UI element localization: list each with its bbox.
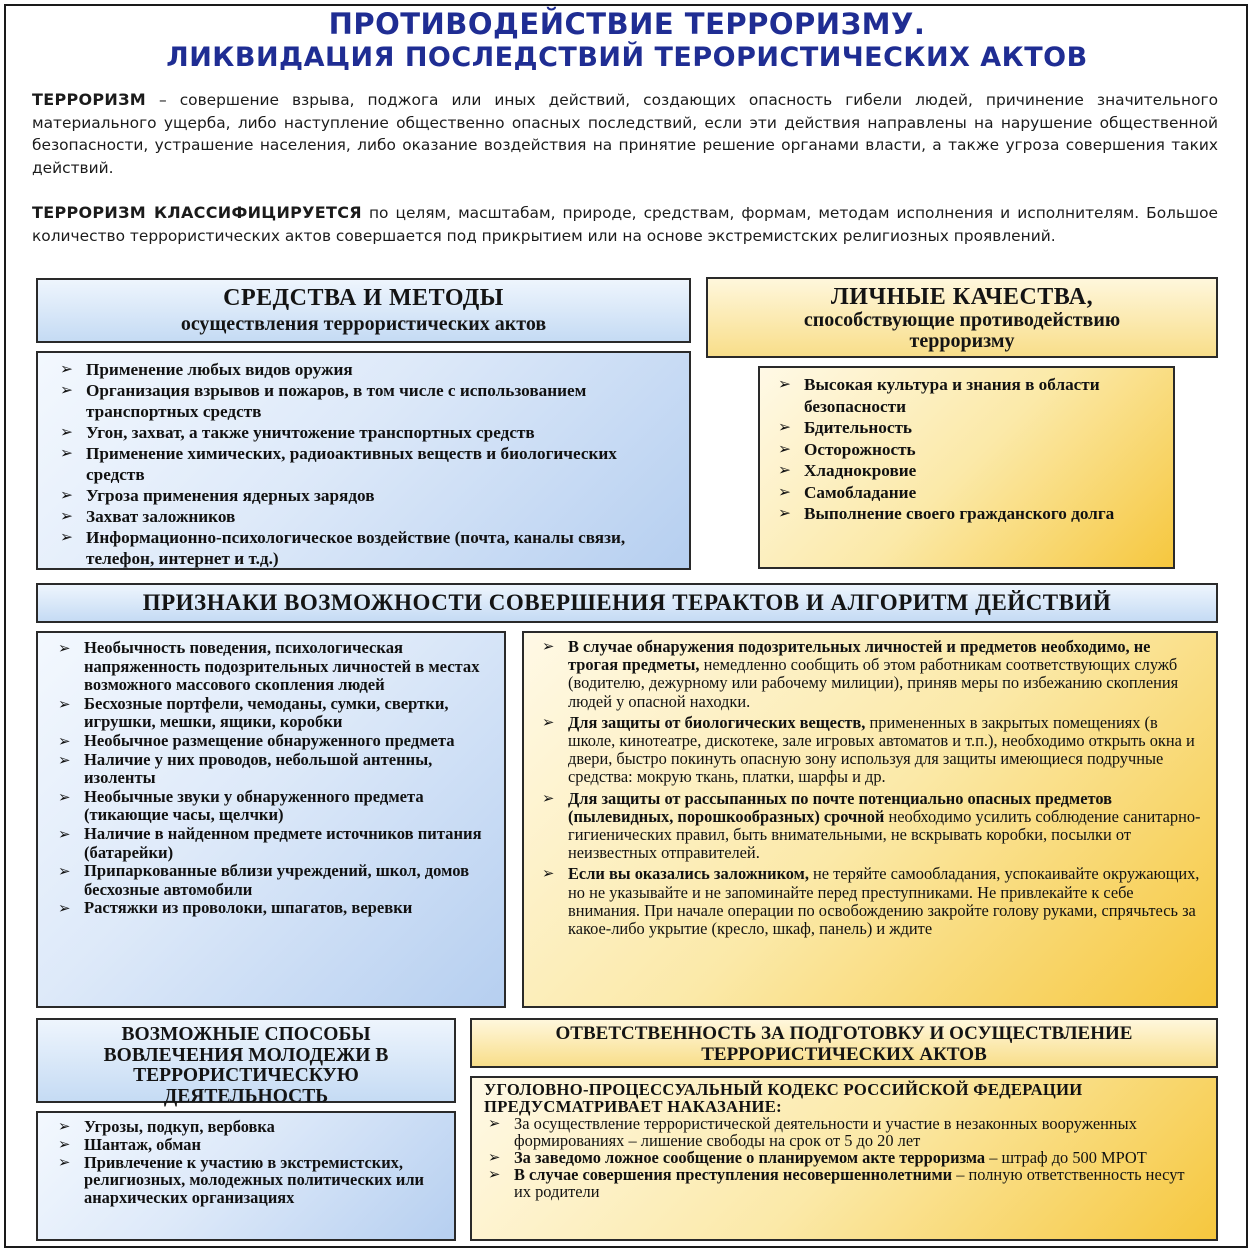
sign-item: ➢ Необычное размещение обнаруженного предмета [54, 732, 490, 751]
quality-item: ➢ Осторожность [774, 439, 1163, 461]
action-item [538, 865, 1204, 938]
action-item-text: примененных в закрытых помещениях (в школе, кинотеатре, дискотеке, зале игровых автоматов и т.п.), необходимо открыть окна и двери, быстро покинуть опасную зону используя для защиты имеющиеся подручные средства: мокрую ткань, платки, шарфы и др. [568, 712, 1195, 787]
responsibility-heading-box [470, 1018, 1218, 1068]
quality-item: ➢ Выполнение своего гражданского долга [774, 503, 1163, 525]
action-item-text: немедленно сообщить об этом работникам соответствующих служб (водителю, дежурному или рабочему милиции), приняв меры по избежанию скопления людей у опасной находки. [568, 655, 1179, 711]
youth-item: ➢ Привлечение к участию в экстремистских, религиозных, молодежных политических или анархических организациях [54, 1154, 440, 1207]
means-item: ➢ Применение химических, радиоактивных веществ и биологических средств [56, 443, 675, 485]
definition-term: ТЕРРОРИЗМ [32, 90, 147, 109]
signs-heading: ПРИЗНАКИ ВОЗМОЖНОСТИ СОВЕРШЕНИЯ ТЕРАКТОВ И АЛГОРИТМ ДЕЙСТВИЙ [142, 590, 1112, 615]
responsibility-item-text: – полную ответственность несут их родители [514, 1165, 1185, 1201]
youth-list-box [36, 1111, 456, 1241]
action-item-lead: Если вы оказались заложником, [568, 864, 809, 884]
youth-heading: ВОЗМОЖНЫЕ СПОСОБЫ ВОВЛЕЧЕНИЯ МОЛОДЕЖИ В ТЕРРОРИСТИЧЕСКУЮ ДЕЯТЕЛЬНОСТЬ [103, 1024, 389, 1107]
responsibility-item [484, 1115, 1198, 1149]
responsibility-box [470, 1076, 1218, 1241]
youth-item: ➢ Шантаж, обман [54, 1136, 440, 1154]
action-item-lead: Для защиты от биологических веществ, [568, 712, 866, 732]
means-heading-box [36, 278, 691, 343]
sign-item: ➢ Необычные звуки у обнаруженного предмета (тикающие часы, щелчки) [54, 788, 490, 825]
responsibility-heading: ОТВЕТСТВЕННОСТЬ ЗА ПОДГОТОВКУ И ОСУЩЕСТВЛЕНИЕ ТЕРРОРИСТИЧЕСКИХ АКТОВ [555, 1023, 1133, 1065]
sign-item: ➢ Наличие у них проводов, небольшой антенны, изоленты [54, 751, 490, 788]
action-item [538, 638, 1204, 711]
sign-item: ➢ Наличие в найденном предмете источников питания (батарейки) [54, 825, 490, 862]
responsibility-item-text: – штраф до 500 МРОТ [985, 1148, 1147, 1167]
means-item: ➢ Информационно-психологическое воздействие (почта, каналы связи, телефон, интернет и т.д.) [56, 527, 675, 569]
actions-list-box [522, 631, 1218, 1008]
youth-item: ➢ Угрозы, подкуп, вербовка [54, 1118, 440, 1136]
responsibility-item-text: За осуществление террористической деятельности и участие в незаконных вооруженных формированиях – лишение свободы на срок от 5 до 20 лет [514, 1114, 1137, 1150]
action-item-lead: В случае обнаружения подозрительных личностей и предметов необходимо, не трогая предметы, [568, 637, 1151, 675]
poster-title-line1: ПРОТИВОДЕЙСТВИЕ ТЕРРОРИЗМУ. [328, 7, 926, 41]
classification-paragraph [32, 202, 1218, 247]
means-item: ➢ Применение любых видов оружия [56, 359, 675, 380]
means-list-box [36, 351, 691, 570]
responsibility-intro: УГОЛОВНО-ПРОЦЕССУАЛЬНЫЙ КОДЕКС РОССИЙСКОЙ ФЕДЕРАЦИИ ПРЕДУСМАТРИВАЕТ НАКАЗАНИЕ: [484, 1080, 1083, 1116]
classification-text: по целям, масштабам, природе, средствам, формам, методам исполнения и исполнителям. Большое количество террористических актов совершается под прикрытием или на основе экстремистских религиозных проявлений. [32, 204, 1218, 245]
action-item-text: необходимо усилить соблюдение санитарно-гигиенических правил, быть внимательными, не вскрывать коробки, посылки от неизвестных отправителей. [568, 806, 1201, 863]
poster-title-line2: ЛИКВИДАЦИЯ ПОСЛЕДСТВИЙ ТЕРОРИСТИЧЕСКИХ АКТОВ [166, 42, 1088, 73]
signs-list-box [36, 631, 506, 1008]
definition-text: – совершение взрыва, поджога или иных действий, создающих опасность гибели людей, причинение значительного материального ущерба, либо наступление общественно опасных последствий, если эти действия направлены на нарушение общественной безопасности, устрашение населения, либо оказание воздействия на принятие решение органами власти, а также угроза совершения таких действий. [32, 91, 1218, 177]
sign-item: ➢ Припаркованные вблизи учреждений, школ, домов бесхозные автомобили [54, 862, 490, 899]
qualities-heading-line3: терроризму [909, 330, 1015, 353]
sign-item: ➢ Необычность поведения, психологическая напряженность подозрительных личностей в местах возможного массового скопления людей [54, 639, 490, 695]
qualities-heading-line2: способствующие противодействию [803, 309, 1121, 332]
signs-list [54, 639, 490, 918]
means-item: ➢ Угон, захват, а также уничтожение транспортных средств [56, 422, 675, 443]
quality-item: ➢ Высокая культура и знания в области безопасности [774, 374, 1163, 417]
responsibility-item-lead: В случае совершения преступления несовершеннолетними [514, 1165, 953, 1184]
quality-item: ➢ Самобладание [774, 482, 1163, 504]
means-heading-line2: осуществления террористических актов [180, 313, 547, 336]
qualities-heading-box [706, 277, 1218, 358]
classification-term: ТЕРРОРИЗМ КЛАССИФИЦИРУЕТСЯ [32, 203, 362, 222]
means-list [56, 359, 675, 569]
qualities-list [774, 374, 1163, 525]
actions-list [538, 638, 1204, 938]
responsibility-item [484, 1166, 1198, 1200]
responsibility-item-lead: За заведомо ложное сообщение о планируемом акте терроризма [514, 1148, 986, 1167]
quality-item: ➢ Бдительность [774, 417, 1163, 439]
qualities-heading-line1: ЛИЧНЫЕ КАЧЕСТВА, [830, 284, 1094, 310]
action-item [538, 790, 1204, 863]
responsibility-item [484, 1149, 1198, 1166]
quality-item: ➢ Хладнокровие [774, 460, 1163, 482]
signs-heading-box [36, 583, 1218, 623]
responsibility-list [484, 1115, 1198, 1200]
youth-heading-box [36, 1018, 456, 1107]
means-item: ➢ Захват заложников [56, 506, 675, 527]
sign-item: ➢ Растяжки из проволоки, шпагатов, веревки [54, 899, 490, 918]
qualities-list-box [758, 366, 1175, 569]
action-item-lead: Для защиты от рассыпанных по почте потенциально опасных предметов (пылевидных, порошкообразных) срочной [568, 788, 1112, 826]
sign-item: ➢ Бесхозные портфели, чемоданы, сумки, свертки, игрушки, мешки, ящики, коробки [54, 695, 490, 732]
definition-paragraph [32, 89, 1218, 179]
means-heading-line1: СРЕДСТВА И МЕТОДЫ [223, 285, 504, 311]
youth-list [54, 1118, 440, 1207]
means-item: ➢ Угроза применения ядерных зарядов [56, 485, 675, 506]
action-item [538, 714, 1204, 787]
action-item-text: не теряйте самообладания, успокаивайте окружающих, но не указывайте и не запоминайте перед преступниками. Не привлекайте к себе внимания. При начале операции по освобождению закройте голову руками, спрячьтесь за какое-либо укрытие (кресло, шкаф, панель) и ждите [568, 864, 1200, 939]
means-item: ➢ Организация взрывов и пожаров, в том числе с использованием транспортных средств [56, 380, 675, 422]
